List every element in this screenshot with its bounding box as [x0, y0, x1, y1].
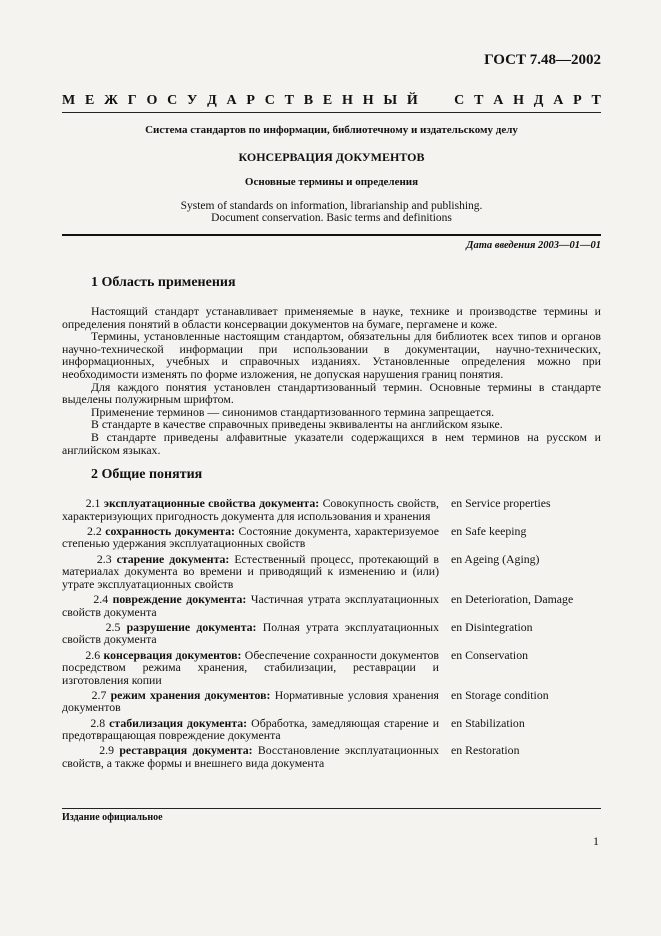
banner-letter: Т	[591, 93, 601, 108]
banner-letter: В	[303, 93, 314, 108]
term-name: режим хранения документов:	[110, 687, 271, 702]
banner-letter: Н	[362, 93, 374, 108]
official-edition-label: Издание официальное	[62, 812, 163, 823]
top-rule	[62, 112, 601, 113]
term-def-text: Обработка, замедляющая старение и предотвращающая повреждение документа	[62, 715, 440, 743]
section-1-heading: 1 Область применения	[91, 275, 236, 290]
section-2-heading: 2 Общие понятия	[91, 467, 203, 482]
term-number: 2.8	[90, 715, 106, 730]
term-english-equivalent: en Storage condition	[451, 687, 549, 702]
term-definition	[62, 717, 439, 742]
interstate-standard-banner	[62, 93, 601, 109]
term-definition	[62, 621, 439, 646]
term-name: консервация документов:	[103, 647, 242, 662]
term-english-equivalent: en Deterioration, Damage	[451, 591, 574, 606]
term-definition	[62, 689, 439, 714]
section-1-body	[62, 305, 601, 456]
term-number: 2.3	[96, 551, 112, 566]
term-entry	[62, 621, 601, 646]
section-1-paragraph: Применение терминов — синонимов стандартизованного термина запрещается.	[91, 404, 495, 419]
term-definition	[62, 553, 439, 591]
banner-letter: Н	[513, 93, 524, 108]
term-definition	[62, 593, 439, 618]
banner-letter: Р	[246, 93, 255, 108]
banner-letter: М	[62, 93, 76, 108]
terms-list	[62, 497, 601, 772]
page-number: 1	[593, 834, 599, 848]
term-name: повреждение документа:	[112, 591, 247, 606]
term-definition	[62, 497, 439, 522]
standards-system-title: Система стандартов по информации, библиотечному и издательскому делу	[145, 124, 518, 136]
term-entry	[62, 593, 601, 618]
banner-letter: А	[226, 93, 237, 108]
banner-letter: Ж	[104, 93, 118, 108]
banner-letter: Е	[322, 93, 333, 108]
document-subtitle: Основные термины и определения	[244, 176, 419, 188]
term-english-equivalent: en Conservation	[451, 647, 528, 662]
term-number: 2.4	[93, 591, 109, 606]
section-1-paragraph: В стандарте приведены алфавитные указатели содержащихся в нем терминов на русском и английском языках.	[62, 429, 601, 457]
term-name: разрушение документа:	[126, 619, 257, 634]
term-definition	[62, 744, 439, 769]
banner-letter: Т	[474, 93, 484, 108]
term-number: 2.1	[85, 496, 101, 510]
banner-letter: О	[146, 93, 158, 108]
banner-letter: Т	[284, 93, 295, 108]
term-definition	[62, 649, 439, 687]
banner-letter: А	[553, 93, 564, 108]
term-def-text: Нормативные условия хранения документов	[62, 687, 439, 715]
term-def-text: Состояние документа, характеризуемое степенью удержания эксплуатационных свойств	[62, 523, 440, 551]
term-number: 2.6	[85, 647, 101, 662]
banner-letter: У	[187, 93, 198, 108]
section-1-paragraph: Термины, установленные настоящим стандартом, обязательны для библиотек всех типов и органов научно-технической информации при использовании в документации, научно-технических, информационных, учебных и справочных изданиях. Установленные определения можно при необходимости изменять по форме изложения, не допуская нарушения границ понятия.	[62, 329, 601, 381]
banner-letter: Е	[85, 93, 95, 108]
term-def-text: Обеспечение сохранности документов посредством режима хранения, стабилизации, реставрации и изготовления копии	[62, 647, 439, 687]
banner-letter: Р	[573, 93, 582, 108]
effective-date: Дата введения 2003—01—01	[466, 240, 601, 251]
banner-letter: Д	[533, 93, 544, 108]
standard-code: ГОСТ 7.48—2002	[484, 52, 601, 68]
term-def-text: Восстановление эксплуатационных свойств, а также формы и внешнего вида документа	[62, 743, 439, 771]
term-name: стабилизация документа:	[109, 715, 248, 730]
term-name: сохранность документа:	[105, 523, 235, 538]
term-entry	[62, 649, 601, 687]
term-def-text: Естественный процесс, протекающий в материалах документа во времени и приводящий к изменению и (или) утрате эксплуатационных свойств	[62, 551, 440, 591]
banner-letter: Г	[127, 93, 137, 108]
footer-rule	[62, 808, 601, 809]
term-english-equivalent: en Disintegration	[451, 619, 533, 634]
banner-letter: С	[454, 93, 465, 108]
section-1-paragraph: Для каждого понятия установлен стандартизованный термин. Основные термины в стандарте выделены полужирным шрифтом.	[62, 379, 601, 407]
term-number: 2.9	[99, 743, 114, 758]
section-1-paragraph: Настоящий стандарт устанавливает применяемые в науке, технике и производстве термины и определения понятий в области консервации документов на бумаге, пергамене и коже.	[62, 304, 601, 331]
term-entry	[62, 525, 601, 550]
term-number: 2.5	[105, 619, 121, 634]
title-rule	[62, 234, 601, 236]
term-entry	[62, 744, 601, 769]
term-english-equivalent: en Stabilization	[451, 715, 525, 730]
term-number: 2.7	[91, 687, 107, 702]
english-title-line-2: Document conservation. Basic terms and definitions	[211, 212, 452, 224]
term-english-equivalent: en Restoration	[451, 743, 520, 758]
term-name: эксплуатационные свойства документа:	[103, 496, 320, 510]
banner-letter: С	[167, 93, 178, 108]
term-entry	[62, 717, 601, 742]
document-title: КОНСЕРВАЦИЯ ДОКУМЕНТОВ	[238, 150, 425, 164]
english-title	[62, 200, 601, 224]
term-definition	[62, 525, 439, 550]
term-entry	[62, 689, 601, 714]
english-title-line-1: System of standards on information, librarianship and publishing.	[180, 200, 483, 212]
term-english-equivalent: en Ageing (Aging)	[451, 551, 540, 566]
term-number: 2.2	[86, 523, 102, 538]
term-def-text: Частичная утрата эксплуатационных свойств документа	[62, 591, 439, 619]
banner-letter: Н	[342, 93, 353, 108]
banner-letter: Д	[207, 93, 217, 108]
banner-letter: Ы	[383, 93, 398, 108]
banner-letter: С	[264, 93, 275, 108]
banner-letter: Й	[406, 93, 418, 108]
term-entry	[62, 497, 601, 522]
term-entry	[62, 553, 601, 591]
term-english-equivalent: en Safe keeping	[451, 523, 527, 538]
banner-letter	[428, 93, 432, 109]
term-def-text: Полная утрата эксплуатационных свойств документа	[62, 619, 439, 647]
term-name: старение документа:	[116, 551, 230, 566]
term-name: реставрация документа:	[119, 743, 253, 758]
banner-letter	[441, 93, 445, 109]
term-def-text: Совокупность свойств, характеризующих пригодность документа для использования и хранения	[62, 496, 440, 523]
section-1-paragraph: В стандарте в качестве справочных приведены эквиваленты на английском языке.	[91, 417, 503, 432]
term-english-equivalent: en Service properties	[451, 496, 551, 510]
banner-letter: А	[493, 93, 504, 108]
